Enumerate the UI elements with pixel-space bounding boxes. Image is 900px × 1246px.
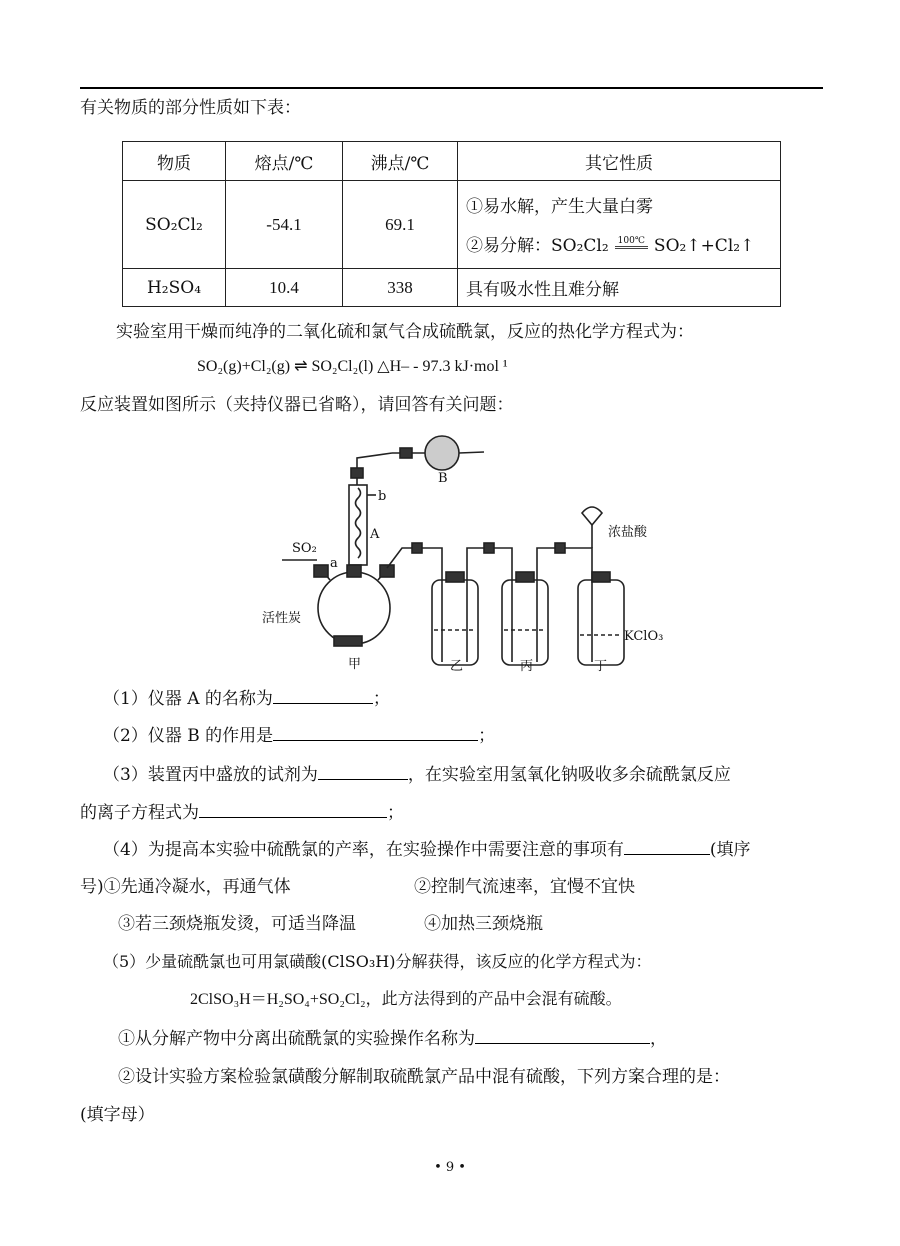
label-conc-hcl: 浓盐酸 <box>608 525 648 540</box>
paragraph-1: 实验室用干燥而纯净的二氧化硫和氯气合成硫酰氯，反应的热化学方程式为： <box>116 322 694 342</box>
q5-answer-blank[interactable] <box>475 1027 650 1044</box>
question-2 <box>103 724 495 747</box>
header-melting-point: 熔点/℃ <box>226 142 343 181</box>
header-other-properties: 其它性质 <box>458 142 781 181</box>
q4-answer-blank[interactable] <box>624 838 710 855</box>
header-substance: 物质 <box>123 142 226 181</box>
q3-answer-blank-1[interactable] <box>318 763 408 780</box>
q3-text: （3）装置丙中盛放的试剂为 <box>103 765 318 785</box>
q4-text: （4）为提高本实验中硫酰氯的产率，在实验操作中需要注意的事项有 <box>103 840 624 860</box>
intro-text: 有关物质的部分性质如下表： <box>80 98 301 118</box>
cell-h2so4-props: 具有吸水性且难分解 <box>458 269 781 307</box>
question-3 <box>103 763 731 786</box>
q2-answer-blank[interactable] <box>273 724 478 741</box>
q3-mid-text: ，在实验室用氢氧化钠吸收多余硫酰氯反应 <box>407 765 731 785</box>
label-activated-carbon: 活性炭 <box>262 611 302 626</box>
paragraph-2: 反应装置如图所示（夹持仪器已省略），请回答有关问题： <box>80 395 514 415</box>
label-A: A <box>370 527 380 542</box>
cell-h2so4-boil: 338 <box>343 269 458 307</box>
q3-line2-text: 的离子方程式为 <box>80 803 199 823</box>
q1-answer-blank[interactable] <box>273 687 373 704</box>
label-yi: 乙 <box>450 659 464 672</box>
label-bing: 丙 <box>520 659 534 672</box>
top-rule <box>80 87 823 89</box>
condition-label: 100℃ <box>615 237 648 249</box>
q5-sub-1 <box>118 1027 667 1050</box>
q4-option-1: 号)①先通冷凝水，再通气体 <box>80 877 291 897</box>
properties-table <box>122 141 781 307</box>
cell-h2so4-melt: 10.4 <box>226 269 343 307</box>
prop-hydrolysis: ①易水解，产生大量白雾 <box>466 197 653 217</box>
prop-decompose-post: SO₂↑+Cl₂↑ <box>653 236 755 256</box>
q3-answer-blank-2[interactable] <box>199 801 387 818</box>
label-b: b <box>378 489 387 504</box>
cell-so2cl2: SO₂Cl₂ <box>123 181 226 269</box>
cell-so2cl2-boil: 69.1 <box>343 181 458 269</box>
header-boiling-point: 沸点/℃ <box>343 142 458 181</box>
page-number: • 9 • <box>434 1160 466 1175</box>
q2-end: ； <box>478 726 496 746</box>
cell-h2so4: H₂SO₄ <box>123 269 226 307</box>
question-4 <box>103 838 750 861</box>
label-B: B <box>438 471 448 486</box>
thermo-equation: SO₂(g)+Cl₂(g) ⇌ SO₂Cl₂(l) △H– - 97.3 kJ·mol ¹ <box>197 358 508 375</box>
q3-end: ； <box>387 803 404 823</box>
question-5: （5）少量硫酰氯也可用氯磺酸(ClSO₃H)分解获得，该反应的化学方程式为： <box>103 952 652 971</box>
q2-text: （2）仪器 B 的作用是 <box>103 726 274 746</box>
q5-equation: 2ClSO₃H＝H₂SO₄+SO₂Cl₂，此方法得到的产品中会混有硫酸。 <box>190 991 622 1008</box>
q5-sub1-end: ， <box>650 1029 667 1049</box>
label-jia: 甲 <box>348 657 362 672</box>
q4-option-3: ③若三颈烧瓶发烫，可适当降温 <box>118 914 356 934</box>
q1-end: ； <box>372 689 390 709</box>
label-a: a <box>330 556 338 571</box>
label-ding: 丁 <box>594 659 608 672</box>
question-1 <box>103 687 390 710</box>
q4-option-4: ④加热三颈烧瓶 <box>424 914 543 934</box>
prop-decompose-pre: ②易分解：SO₂Cl₂ <box>466 236 609 256</box>
label-kclo3: KClO₃ <box>624 629 664 644</box>
prop-decompose <box>466 231 772 257</box>
cell-so2cl2-melt: -54.1 <box>226 181 343 269</box>
question-3-line-2 <box>80 801 404 824</box>
q5-sub1-text: ①从分解产物中分离出硫酰氯的实验操作名称为 <box>118 1029 475 1049</box>
q4-end: (填序 <box>709 840 751 860</box>
apparatus-diagram <box>262 430 682 672</box>
q1-text: （1）仪器 A 的名称为 <box>103 689 273 709</box>
q5-sub-2-cont: (填字母） <box>80 1105 155 1125</box>
q4-option-2: ②控制气流速率，宜慢不宜快 <box>414 877 635 897</box>
label-SO2: SO₂ <box>292 541 317 556</box>
q5-sub-2: ②设计实验方案检验氯磺酸分解制取硫酰氯产品中混有硫酸，下列方案合理的是： <box>118 1067 730 1087</box>
cell-so2cl2-props <box>458 181 781 269</box>
